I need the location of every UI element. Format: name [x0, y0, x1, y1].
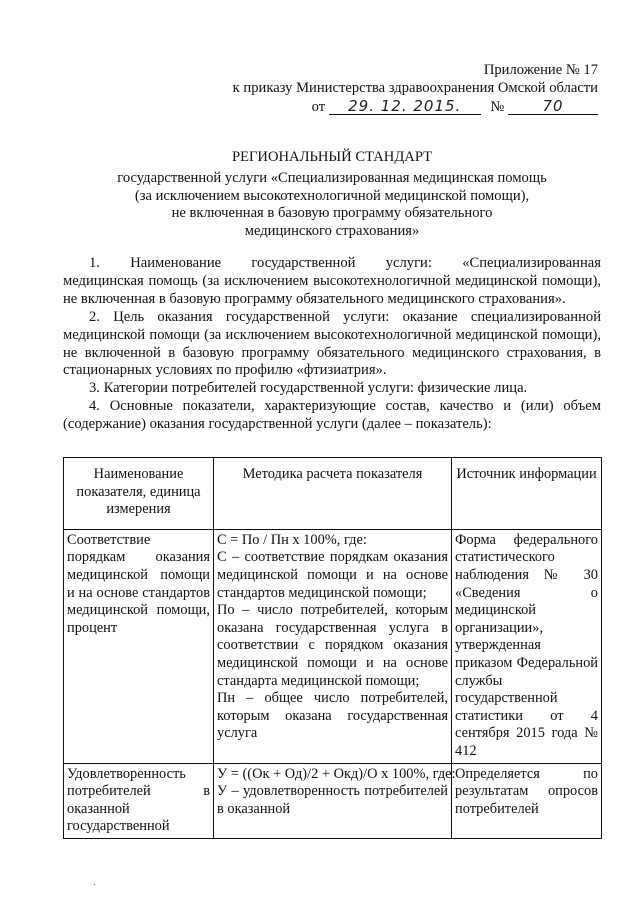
order-date-field — [329, 98, 481, 115]
information-source: Определяется по результатам опросов потребителей — [455, 765, 598, 817]
calculation-method-cell — [214, 763, 456, 838]
title-line-4: медицинского страхования» — [244, 223, 420, 240]
calculation-method-cell — [214, 529, 452, 763]
scan-speck — [94, 884, 95, 885]
order-reference: к приказу Министерства здравоохранения Омской области — [232, 79, 598, 96]
appendix-number: Приложение № 17 — [483, 62, 598, 78]
header-calculation-method: Методика расчета показателя — [214, 458, 452, 530]
paragraph-3: 3. Категории потребителей государственной услуги: физические лица. — [89, 380, 528, 397]
method-formula: У = ((Ок + Од)/2 + Окд)/О х 100%, где: — [217, 765, 456, 782]
header-indicator-name: Наименование показателя, единица измерения — [64, 458, 214, 530]
information-source-cell — [452, 763, 602, 838]
information-source-cell — [452, 529, 602, 763]
method-item: У – удовлетворенность потребителей в оказанной — [217, 783, 448, 817]
order-number-handwritten: 70 — [542, 96, 564, 115]
document-body — [63, 255, 605, 434]
method-formula: С = По / Пн х 100%, где: — [217, 531, 367, 548]
from-label: от — [311, 98, 326, 115]
method-item: По – число потребителей, которым оказана государственная услуга в соответствии с порядком оказания медицинской помощи и на основе стандарта медицинской помощи; — [217, 602, 448, 689]
table-header-row — [64, 458, 602, 530]
order-date-number-line — [200, 98, 598, 117]
number-label: № — [490, 98, 505, 115]
order-date-handwritten: 29. 12. 2015. — [348, 96, 462, 115]
header-information-source: Источник информации — [452, 458, 602, 530]
information-source: Форма федерального статистического наблюдения № 30 «Сведения о медицинской организации», утвержденная приказом Федеральной службы государственной статистики от 4 сентября 2015 года № 412 — [455, 531, 598, 759]
paragraph-4: 4. Основные показатели, характеризующие состав, качество и (или) объем (содержание) оказания государственной услуги (далее – показатель): — [63, 398, 601, 433]
table-row — [64, 763, 602, 838]
indicator-name-cell — [64, 763, 214, 838]
indicator-name: Удовлетворенность потребителей в оказанной государственной — [67, 765, 210, 835]
paragraph-1: 1. Наименование государственной услуги: «Специализированная медицинская помощь (за исключением высокотехнологичной медицинской помощи), не включенная в базовую программу обязательного медицинского страхования». — [63, 255, 605, 307]
title-line-1: государственной услуги «Специализированная медицинская помощь — [117, 169, 547, 186]
document-title — [63, 149, 601, 241]
paragraph-2: 2. Цель оказания государственной услуги: оказание специализированной медицинской помощи (за исключением высокотехнологичной медицинской помощи), не включенной в базовую программу обязательного медицинского страхования, в стационарных условиях по профилю «фтизиатрия». — [63, 308, 601, 379]
title-main: РЕГИОНАЛЬНЫЙ СТАНДАРТ — [231, 149, 433, 165]
indicator-name: Соответствие порядкам оказания медицинской помощи и на основе стандартов медицинской помощи, процент — [67, 531, 210, 636]
method-item: С – соответствие порядкам оказания медицинской помощи и на основе стандартов медицинской помощи; — [217, 549, 448, 601]
table-row — [64, 529, 602, 763]
order-number-field — [508, 98, 598, 115]
indicator-name-cell — [64, 529, 214, 763]
title-line-2: (за исключением высокотехнологичной медицинской помощи), — [134, 187, 530, 204]
indicators-table — [63, 457, 602, 839]
method-item: Пн – общее число потребителей, которым оказана государственная услуга — [217, 690, 448, 742]
appendix-header — [200, 62, 598, 116]
title-line-3: не включенная в базовую программу обязательного — [171, 205, 493, 222]
